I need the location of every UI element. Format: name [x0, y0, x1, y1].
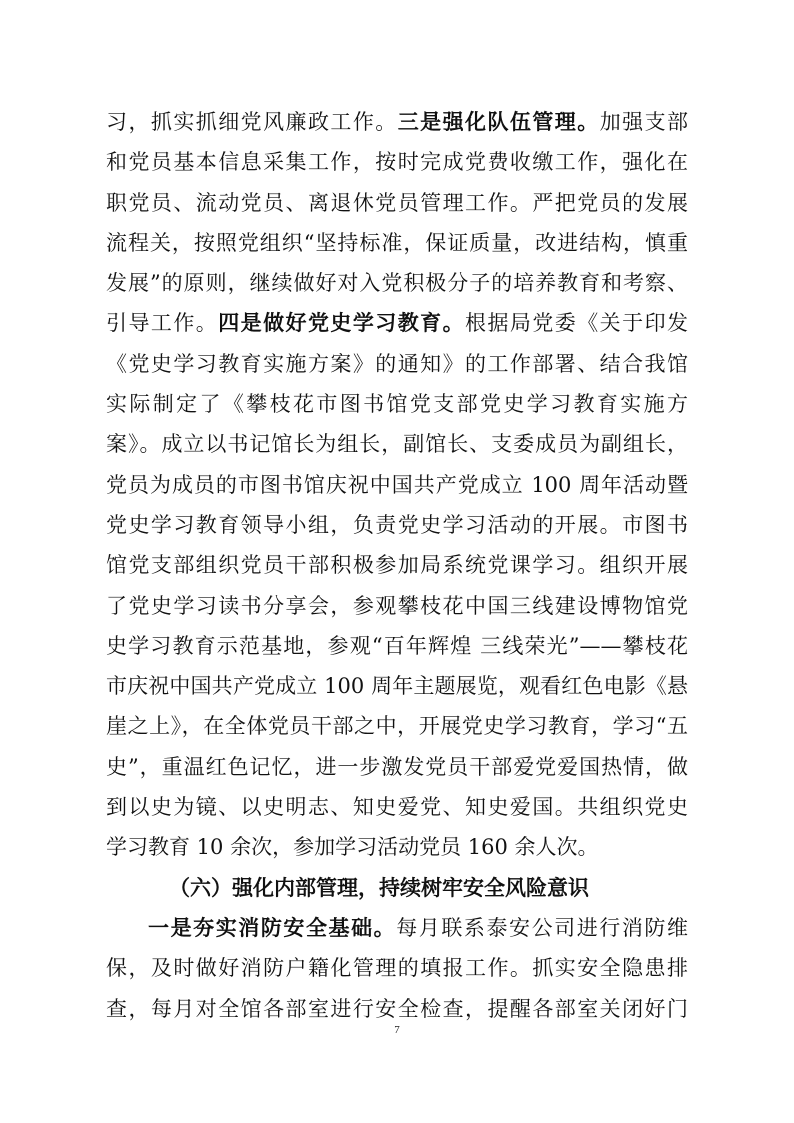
- text-line-3: [106, 183, 688, 223]
- text-line-19: [106, 827, 688, 867]
- text-line-22: [106, 948, 688, 988]
- text-run: 崖之上》，在全体党员干部之中，开展党史学习教育，学习“五: [106, 714, 688, 739]
- text-run: 学习教育 10 余次，参加学习活动党员 160 余人次。: [106, 835, 599, 860]
- text-line-7: [106, 344, 688, 384]
- text-run: 加强支部: [599, 110, 689, 134]
- text-run: 保，及时做好消防户籍化管理的填报工作。抓实安全隐患排: [106, 956, 688, 981]
- text-run: 馆党支部组织党员干部积极参加局系统党课学习。组织开展: [106, 553, 688, 578]
- text-line-21: [106, 908, 688, 948]
- text-line-9: [106, 424, 688, 464]
- text-run: 党史学习教育领导小组，负责党史学习活动的开展。市图书: [106, 512, 688, 537]
- text-run: 查，每月对全馆各部室进行安全检查，提醒各部室关闭好门: [106, 996, 688, 1021]
- bold-run: 四是做好党史学习教育。: [218, 310, 466, 336]
- text-run: 职党员、流动党员、离退休党员管理工作。严把党员的发展: [106, 190, 688, 215]
- text-run: 习，抓实抓细党风廉政工作。: [106, 110, 398, 134]
- text-line-6: [106, 303, 688, 343]
- text-line-5: [106, 263, 688, 303]
- text-run: 案》。成立以书记馆长为组长，副馆长、支委成员为副组长，: [106, 432, 688, 457]
- text-run: 史”，重温红色记忆，进一步激发党员干部爱党爱国热情，做: [106, 754, 688, 779]
- text-line-2: [106, 142, 688, 182]
- text-line-10: [106, 465, 688, 505]
- text-run: 发展”的原则，继续做好对入党积极分子的培养教育和考察、: [106, 271, 688, 296]
- text-line-13: [106, 586, 688, 626]
- text-run: 市庆祝中国共产党成立 100 周年主题展览，观看红色电影《悬: [106, 674, 688, 699]
- text-line-17: [106, 747, 688, 787]
- text-run: 每月联系泰安公司进行消防维: [396, 915, 689, 940]
- text-line-15: [106, 666, 688, 706]
- text-line-12: [106, 545, 688, 585]
- section-heading: （六）强化内部管理，持续树牢安全风险意识: [169, 874, 589, 900]
- text-run: 《党史学习教育实施方案》的通知》的工作部署、结合我馆: [106, 351, 688, 376]
- text-line-8: [106, 384, 688, 424]
- text-run: 流程关，按照党组织“坚持标准，保证质量，改进结构，慎重: [106, 230, 688, 255]
- text-line-14: [106, 626, 688, 666]
- text-line-11: [106, 505, 688, 545]
- text-line-16: [106, 706, 688, 746]
- bold-run: 三是强化队伍管理。: [397, 109, 600, 134]
- text-run: 和党员基本信息采集工作，按时完成党费收缴工作，强化在: [106, 150, 688, 175]
- text-line-18: [106, 787, 688, 827]
- page-number: 7: [394, 1024, 400, 1036]
- text-run: 党员为成员的市图书馆庆祝中国共产党成立 100 周年活动暨: [106, 472, 688, 497]
- document-body: [106, 102, 688, 1029]
- text-run: 了党史学习读书分享会，参观攀枝花中国三线建设博物馆党: [106, 593, 688, 618]
- text-line-23: [106, 989, 688, 1029]
- text-run: 实际制定了《攀枝花市图书馆党支部党史学习教育实施方: [106, 392, 688, 417]
- bold-run: 一是夯实消防安全基础。: [148, 914, 397, 940]
- text-run: 史学习教育示范基地，参观“百年辉煌 三线荣光”——攀枝花: [106, 633, 688, 658]
- text-run: 到以史为镜、以史明志、知史爱党、知史爱国。共组织党史: [106, 795, 688, 820]
- text-run: 引导工作。: [106, 311, 219, 336]
- text-line-4: [106, 223, 688, 263]
- text-run: 根据局党委《关于印发: [465, 311, 689, 336]
- text-line-1: [106, 102, 688, 142]
